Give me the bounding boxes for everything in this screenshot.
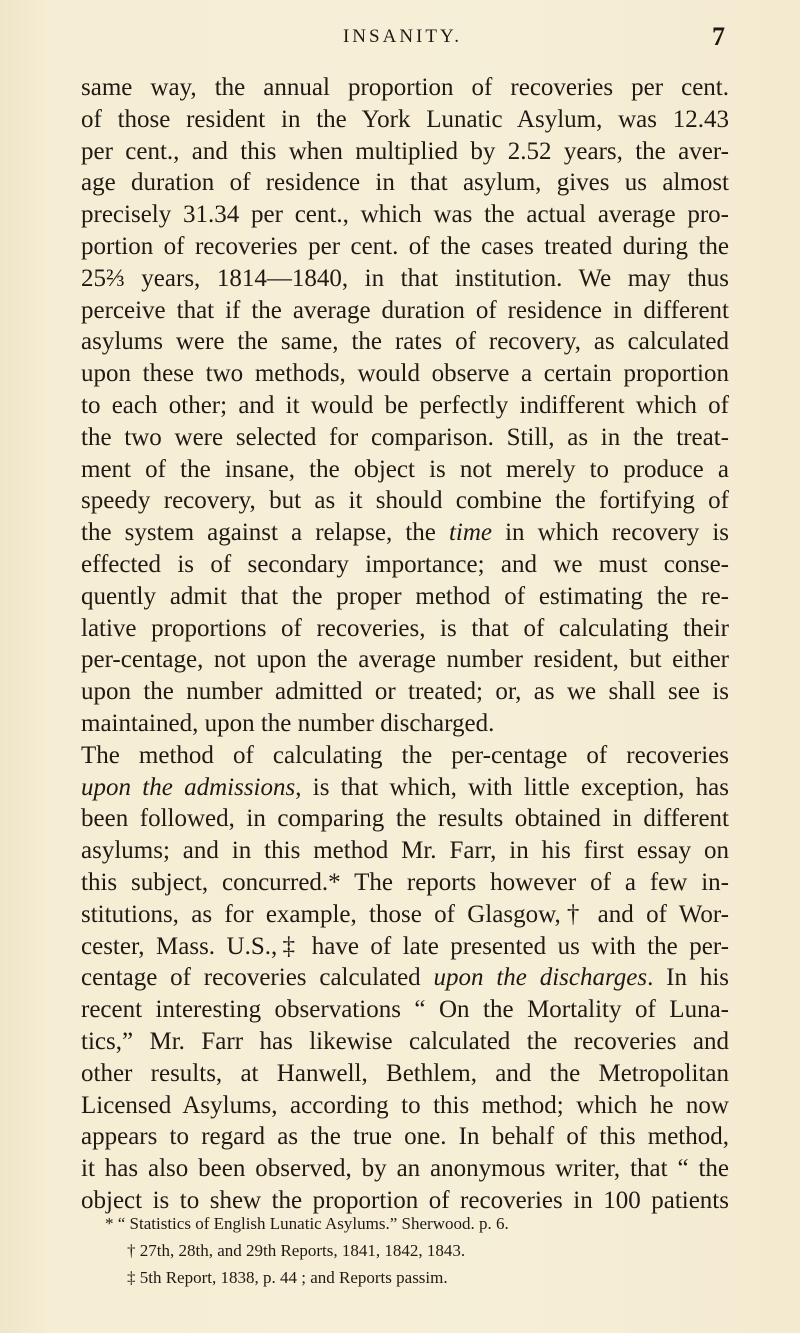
text-line: precisely 31.34 per cent., which was the actual average pro-	[81, 201, 729, 229]
italic-emphasis: upon the discharges	[433, 964, 648, 992]
text-line: asylums were the same, the rates of recovery, as calculated	[81, 328, 729, 356]
text-line: asylums; and in this method Mr. Farr, in his first essay on	[81, 837, 729, 865]
text-line: to each other; and it would be perfectly indifferent which of	[81, 391, 729, 419]
footnote-asterisk: * “ Statistics of English Lunatic Asylums.” Sherwood. p. 6.	[105, 1214, 509, 1233]
text-line: object is to shew the proportion of recoveries in 100 patients	[81, 1186, 729, 1214]
text-line: this subject, concurred.* The reports however of a few in-	[81, 868, 729, 896]
text-line: age duration of residence in that asylum, gives us almost	[81, 169, 729, 197]
footnote-double-dagger: ‡ 5th Report, 1838, p. 44 ; and Reports passim.	[127, 1268, 448, 1287]
text-line: per-centage, not upon the average number resident, but either	[81, 646, 729, 674]
text-segment: . In his	[647, 964, 729, 992]
text-line-with-italic	[81, 772, 729, 804]
text-line: upon the number admitted or treated; or, as we shall see is	[81, 678, 729, 706]
text-line: The method of calculating the per-centage of recoveries	[81, 741, 729, 769]
footnotes	[81, 1210, 729, 1291]
text-segment: centage of recoveries calculated	[81, 964, 421, 992]
italic-emphasis: upon the admissions	[81, 773, 296, 801]
text-segment: , is that which, with little exception, has	[295, 773, 729, 801]
text-line: of those resident in the York Lunatic Asylum, was 12.43	[81, 105, 729, 133]
text-line: speedy recovery, but as it should combine the fortifying of	[81, 487, 729, 515]
text-line: recent interesting observations “ On the Mortality of Luna-	[81, 996, 729, 1024]
text-line: portion of recoveries per cent. of the cases treated during the	[81, 232, 729, 260]
text-segment: in which recovery is	[492, 519, 730, 547]
text-line: maintained, upon the number discharged.	[81, 709, 495, 737]
text-line: perceive that if the average duration of residence in different	[81, 296, 729, 324]
italic-emphasis: time	[448, 519, 493, 547]
text-line: quently admit that the proper method of estimating the re-	[81, 582, 729, 610]
text-line: stitutions, as for example, those of Glasgow,† and of Wor-	[81, 900, 729, 928]
text-line: Licensed Asylums, according to this method; which he now	[81, 1091, 729, 1119]
text-line: effected is of secondary importance; and we must conse-	[81, 550, 729, 578]
running-title: INSANITY.	[342, 26, 462, 47]
text-line: it has also been observed, by an anonymous writer, that “ the	[81, 1155, 729, 1183]
text-line: appears to regard as the true one. In behalf of this method,	[81, 1123, 729, 1151]
text-line: lative proportions of recoveries, is that of calculating their	[81, 614, 729, 642]
text-line: per cent., and this when multiplied by 2.52 years, the aver-	[81, 137, 729, 165]
text-line: the two were selected for comparison. Still, as in the treat-	[81, 423, 729, 451]
text-line: same way, the annual proportion of recoveries per cent.	[81, 74, 729, 101]
text-line: 25⅔ years, 1814—1840, in that institution. We may thus	[81, 264, 729, 292]
text-line: cester, Mass. U.S.,‡ have of late presented us with the per-	[81, 932, 729, 960]
text-line: ment of the insane, the object is not merely to produce a	[81, 455, 729, 483]
page-number: 7	[712, 22, 725, 51]
footnote-dagger: † 27th, 28th, and 29th Reports, 1841, 1842, 1843.	[127, 1241, 466, 1260]
body-text	[81, 72, 729, 1217]
text-segment: the system against a relapse, the	[81, 519, 436, 547]
text-line-with-italic	[81, 962, 729, 994]
running-head	[80, 22, 725, 52]
text-line: other results, at Hanwell, Bethlem, and the Metropolitan	[81, 1059, 729, 1087]
text-line-with-italic	[81, 517, 729, 549]
text-line: tics,” Mr. Farr has likewise calculated the recoveries and	[81, 1027, 729, 1055]
text-line: upon these two methods, would observe a certain proportion	[81, 360, 729, 388]
text-line: been followed, in comparing the results obtained in different	[81, 805, 729, 833]
